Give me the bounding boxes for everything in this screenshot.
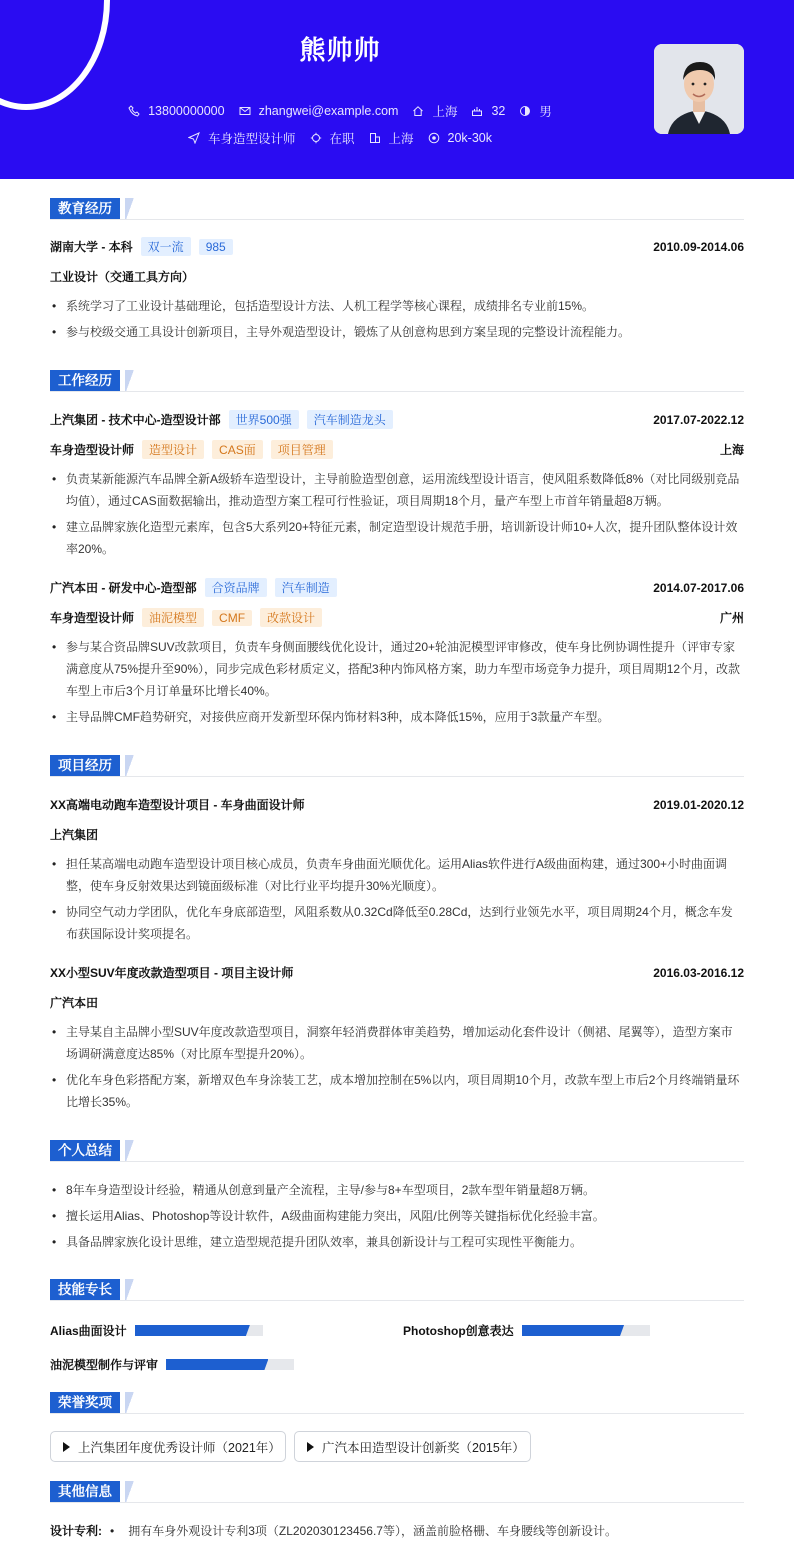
mail-icon	[239, 105, 251, 117]
project-name: XX小型SUV年度改款造型项目 - 项目主设计师	[50, 966, 294, 980]
list-item: • 擅长运用Alias、Photoshop等设计软件，A级曲面构建能力突出，风阻/比例等关键指标优化经验丰富。	[50, 1205, 744, 1227]
project-org-row	[50, 994, 744, 1011]
section-title: 教育经历	[50, 198, 120, 219]
company-tag: 合资品牌	[205, 578, 267, 597]
role-title: 车身造型设计师	[50, 611, 135, 625]
home-icon	[412, 105, 424, 117]
awards-section	[50, 1392, 744, 1455]
list-item: • 协同空气动力学团队，优化车身底部造型，风阻系数从0.32Cd降低至0.28Cd，达到行业领先水平，项目周期24个月，概念车发布获国际设计奖项提名。	[50, 901, 744, 945]
send-icon	[188, 132, 200, 144]
job-header-row	[50, 410, 744, 429]
salary-text: 20k-30k	[447, 131, 493, 145]
project-date: 2016.03-2016.12	[653, 965, 744, 980]
award-text: 广汽本田造型设计创新奖（2015年）	[322, 1440, 525, 1455]
other-section	[50, 1481, 744, 1538]
patent-row	[50, 1522, 744, 1539]
section-title: 技能专长	[50, 1279, 120, 1300]
skill-level-bar	[166, 1359, 294, 1370]
section-title: 个人总结	[50, 1140, 120, 1161]
triangle-right-icon	[63, 1442, 70, 1452]
list-item: • 具备品牌家族化设计思维，建立造型规范提升团队效率，兼具创新设计与工程可实现性平衡能力。	[50, 1231, 744, 1253]
skill-level-fill	[166, 1359, 268, 1370]
project-org: 上汽集团	[50, 828, 99, 842]
section-title-decoration	[125, 370, 135, 391]
city-text: 上海	[432, 105, 458, 119]
role-row	[50, 608, 744, 627]
phone-icon	[128, 105, 140, 117]
age-item	[471, 104, 505, 118]
section-title-decoration	[125, 1481, 135, 1502]
education-header-row	[50, 237, 744, 256]
company-tag: 世界500强	[229, 410, 299, 429]
skill-level-fill	[522, 1325, 624, 1336]
job-location: 上海	[719, 443, 744, 457]
job-location: 广州	[719, 611, 744, 625]
list-item: • 8年车身造型设计经验，精通从创意到量产全流程，主导/参与8+车型项目，2款车型年销量超8万辆。	[50, 1179, 744, 1201]
section-title: 其他信息	[50, 1481, 120, 1502]
bullet-dot: •	[110, 1523, 115, 1538]
section-title: 项目经历	[50, 755, 120, 776]
section-header	[50, 370, 744, 392]
job-date: 2017.07-2022.12	[653, 412, 744, 427]
skill-name: Photoshop创意表达	[403, 1324, 514, 1338]
list-item: • 优化车身色彩搭配方案，新增双色车身涂装工艺，成本增加控制在5%以内，项目周期10个月，改款车型上市后2个月终端销量环比增长35%。	[50, 1069, 744, 1113]
section-header	[50, 198, 744, 220]
section-header	[50, 755, 744, 777]
list-item: • 建立品牌家族化造型元素库，包含5大系列20+特征元素，制定造型设计规范手册，培训新设计师10+人次，提升团队整体设计效率20%。	[50, 516, 744, 560]
company-tag: 汽车制造	[275, 578, 337, 597]
company-tag: 汽车制造龙头	[307, 410, 393, 429]
list-item: • 主导某自主品牌小型SUV年度改款造型项目，洞察年轻消费群体审美趋势，增加运动化套件设计（侧裙、尾翼等），造型方案市场调研满意度达85%（对比原车型提升20%）。	[50, 1021, 744, 1065]
coin-icon	[428, 132, 440, 144]
job-intent-row	[0, 129, 680, 147]
list-item: • 参与校级交通工具设计创新项目，主导外观造型设计，锻炼了从创意构思到方案呈现的完整设计流程能力。	[50, 321, 744, 343]
email-item	[239, 104, 399, 118]
candidate-name: 熊帅帅	[299, 35, 381, 65]
project-name: XX高端电动跑车造型设计项目 - 车身曲面设计师	[50, 798, 305, 812]
gender-icon	[519, 105, 531, 117]
cake-icon	[471, 105, 483, 117]
position-text: 车身造型设计师	[207, 132, 296, 146]
contact-row	[0, 102, 680, 120]
job-header-row	[50, 578, 744, 597]
award-item	[294, 1431, 531, 1462]
education-date: 2010.09-2014.06	[653, 239, 744, 254]
school-tag: 双一流	[141, 237, 191, 256]
skills-section	[50, 1279, 744, 1372]
phone-text: 13800000000	[148, 104, 225, 118]
triangle-right-icon	[307, 1442, 314, 1452]
summary-section	[50, 1140, 744, 1249]
role-tag: CMF	[212, 610, 252, 626]
list-item: • 主导品牌CMF趋势研究，对接供应商开发新型环保内饰材料3种，成本降低15%，应用于3款量产车型。	[50, 706, 744, 728]
job-date: 2014.07-2017.06	[653, 580, 744, 595]
role-tag: 项目管理	[271, 440, 333, 459]
city-item	[412, 102, 457, 120]
gender-item	[519, 102, 552, 120]
role-tag: CAS面	[212, 440, 263, 459]
status-item	[310, 129, 355, 147]
section-title-decoration	[125, 755, 135, 776]
phone-item	[128, 104, 224, 118]
status-icon	[310, 132, 322, 144]
projects-section	[50, 755, 744, 1109]
section-header	[50, 1392, 744, 1414]
skill-level-bar	[135, 1325, 263, 1336]
skill-level-bar	[522, 1325, 650, 1336]
age-text: 32	[491, 104, 506, 118]
section-title: 荣誉奖项	[50, 1392, 120, 1413]
project-org-row	[50, 826, 744, 843]
list-item: • 担任某高端电动跑车造型设计项目核心成员，负责车身曲面光顺优化。运用Alias软件进行A级曲面构建，通过300+小时曲面调整，使车身反射效果达到镜面级标准（对比行业平均提升30%光顺度）。	[50, 853, 744, 897]
section-title-decoration	[125, 198, 135, 219]
school-tag: 985	[199, 239, 233, 255]
profile-photo	[654, 44, 744, 134]
list-item: • 负责某新能源汽车品牌全新A级轿车造型设计，主导前脸造型创意，运用流线型设计语言，使风阻系数降低8%（对比同级别竞品均值），通过CAS面数据输出，推动造型方案工程可行性验证，项目周期18个月，量产车型上市首年销量超8万辆。	[50, 468, 744, 512]
patent-label: 设计专利:	[50, 1524, 102, 1538]
skill-name: 油泥模型制作与评审	[50, 1358, 159, 1372]
role-tag: 造型设计	[142, 440, 204, 459]
building-icon	[369, 132, 381, 144]
skill-item	[50, 1356, 294, 1373]
major-text: 工业设计（交通工具方向）	[50, 270, 195, 284]
email-text: zhangwei@example.com	[258, 104, 399, 118]
role-tag: 油泥模型	[142, 608, 204, 627]
project-header-row	[50, 964, 744, 981]
position-item	[188, 129, 296, 147]
section-header	[50, 1140, 744, 1162]
education-section	[50, 198, 744, 339]
skill-name: Alias曲面设计	[50, 1324, 127, 1338]
role-title: 车身造型设计师	[50, 443, 135, 457]
major-row	[50, 268, 744, 285]
section-title-decoration	[125, 1279, 135, 1300]
work-section	[50, 370, 744, 724]
school-name: 湖南大学 - 本科	[50, 240, 133, 254]
target-city-text: 上海	[388, 132, 414, 146]
role-row	[50, 440, 744, 459]
skill-level-fill	[135, 1325, 250, 1336]
section-title-decoration	[125, 1392, 135, 1413]
role-tag: 改款设计	[260, 608, 322, 627]
status-text: 在职	[329, 132, 355, 146]
gender-text: 男	[539, 105, 552, 119]
list-item: • 参与某合资品牌SUV改款项目，负责车身侧面腰线优化设计，通过20+轮油泥模型评审修改，使车身比例协调性提升（评审专家满意度从75%提升至90%），同步完成色彩材质定义，搭配3种内饰风格方案，助力车型市场竞争力提升，项目周期12个月，改款车型上市后3个月订单量环比增长40%。	[50, 636, 744, 702]
project-org: 广汽本田	[50, 996, 99, 1010]
award-item	[50, 1431, 286, 1462]
resume-header	[0, 0, 794, 179]
company-name: 上汽集团 - 技术中心-造型设计部	[50, 413, 221, 427]
target-city-item	[369, 129, 414, 147]
project-header-row	[50, 796, 744, 813]
skill-item	[403, 1322, 650, 1339]
skill-item	[50, 1322, 263, 1339]
section-title-decoration	[125, 1140, 135, 1161]
list-item: • 系统学习了工业设计基础理论，包括造型设计方法、人机工程学等核心课程，成绩排名专业前15%。	[50, 295, 744, 317]
section-header	[50, 1279, 744, 1301]
salary-item	[428, 131, 492, 145]
section-header	[50, 1481, 744, 1503]
patent-text: 拥有车身外观设计专利3项（ZL202030123456.7等），涵盖前脸格栅、车身腰线等创新设计。	[128, 1524, 617, 1538]
project-date: 2019.01-2020.12	[653, 797, 744, 812]
company-name: 广汽本田 - 研发中心-造型部	[50, 581, 197, 595]
section-title: 工作经历	[50, 370, 120, 391]
award-text: 上汽集团年度优秀设计师（2021年）	[78, 1440, 281, 1455]
